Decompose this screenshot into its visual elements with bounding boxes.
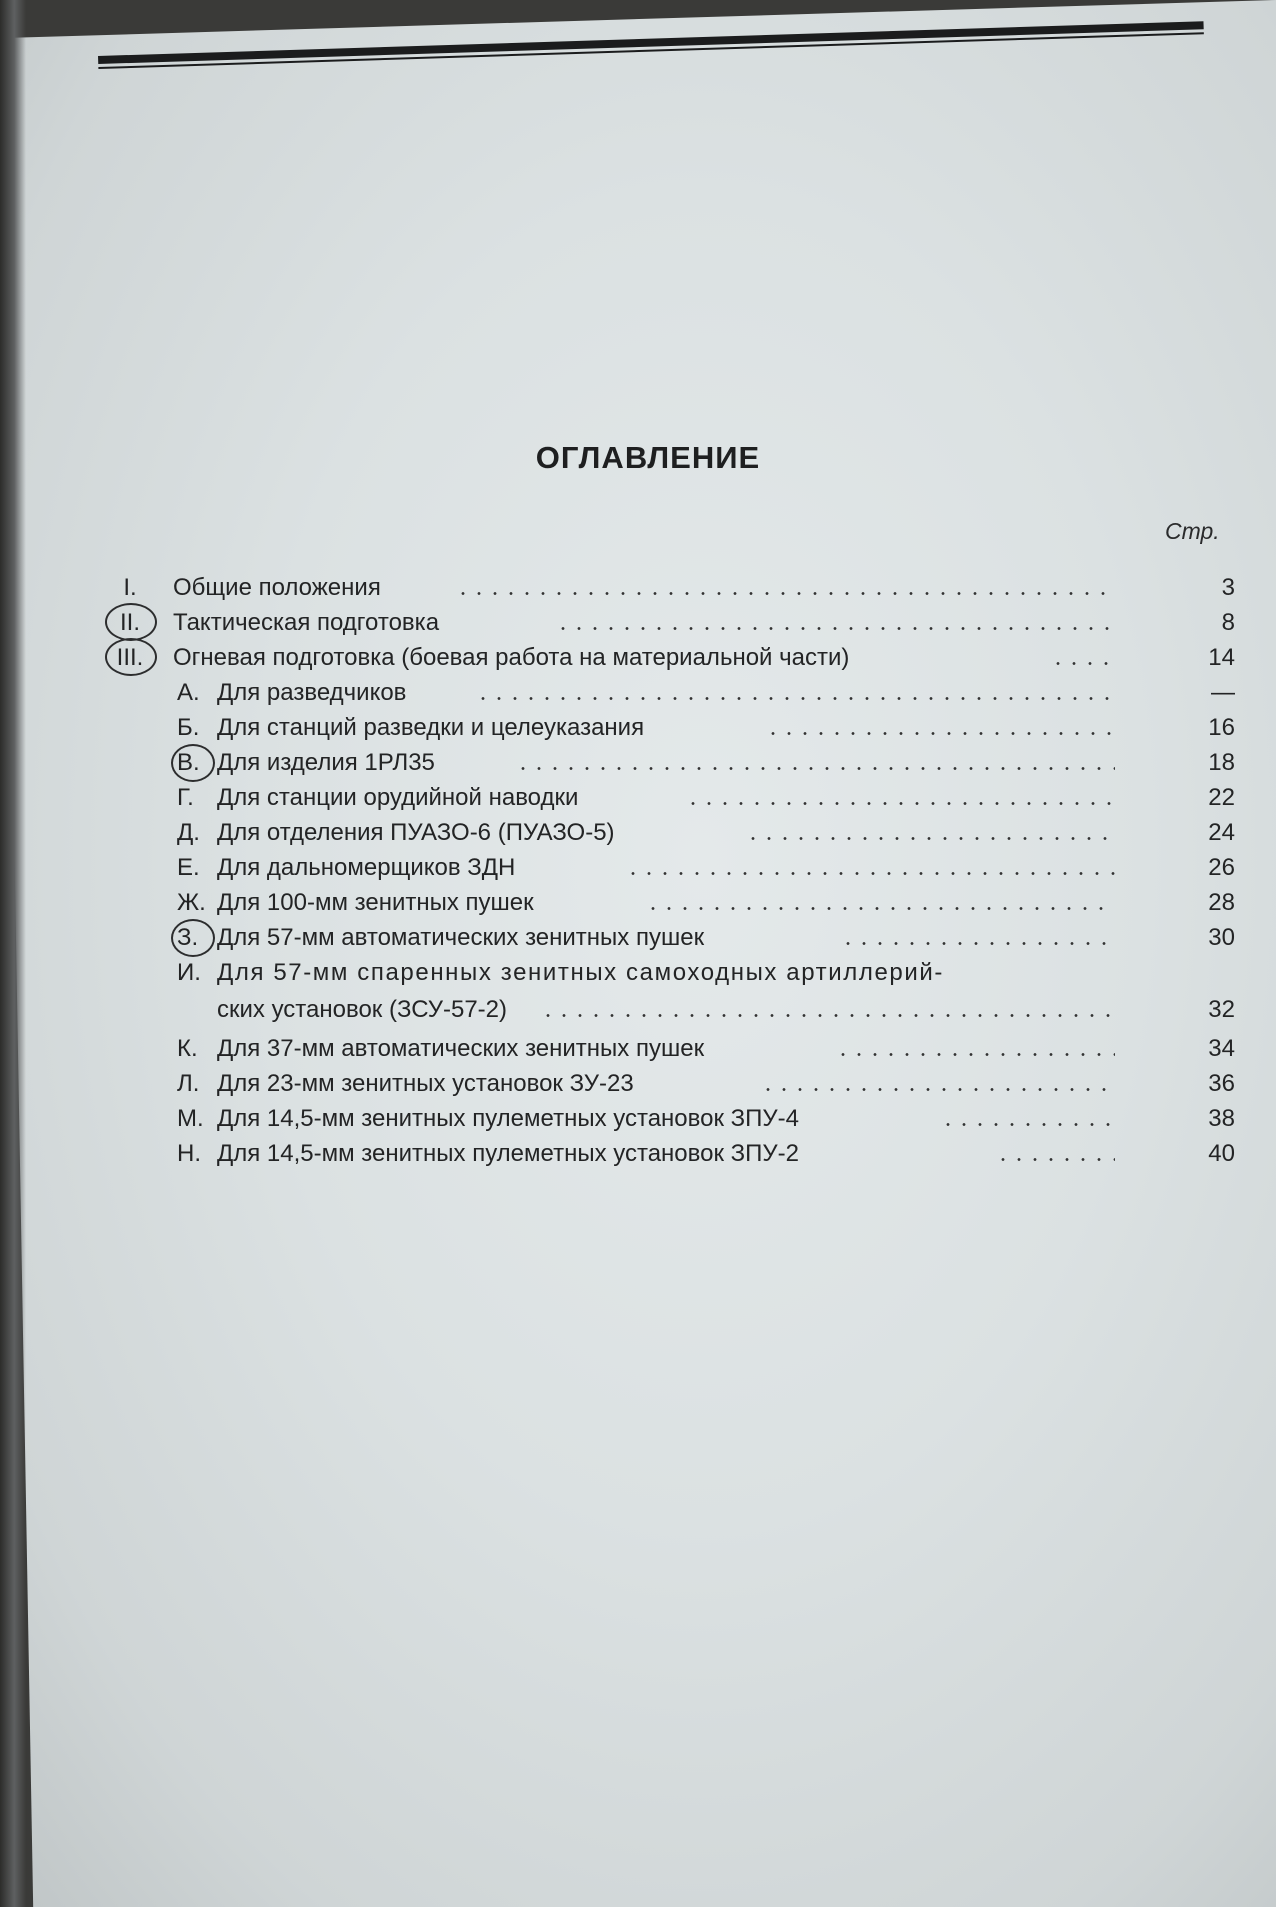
entry-page: 38 xyxy=(1208,1105,1235,1132)
subsection-letter: Е. xyxy=(177,854,200,881)
subsection-letter: Л. xyxy=(177,1070,200,1097)
dot-leader xyxy=(745,837,1115,840)
entry-label: Для изделия 1РЛ35 xyxy=(217,749,435,776)
entry-page: 22 xyxy=(1208,784,1235,811)
toc-entry xyxy=(95,1136,1235,1171)
dot-leader xyxy=(1050,662,1115,665)
subsection-letter: М. xyxy=(177,1105,204,1132)
subsection-letter: В. xyxy=(177,749,200,776)
entry-label: Для разведчиков xyxy=(217,679,407,706)
section-number: III. xyxy=(95,644,165,672)
entry-label: Для 57-мм автоматических зенитных пушек xyxy=(217,924,705,951)
section-number: I. xyxy=(123,574,137,601)
toc-entry xyxy=(95,885,1235,920)
entry-page: 24 xyxy=(1208,819,1235,846)
dot-leader xyxy=(840,942,1115,945)
toc-entry xyxy=(95,605,1235,640)
subsection-letter: Ж. xyxy=(177,889,206,916)
entry-page: 40 xyxy=(1208,1140,1235,1167)
dot-leader xyxy=(765,732,1115,735)
entry-label: Для 14,5-мм зенитных пулеметных установок ЗПУ-2 xyxy=(217,1140,799,1167)
entry-label: Для дальномерщиков ЗДН xyxy=(217,854,516,881)
entry-page: 36 xyxy=(1208,1070,1235,1097)
dot-leader xyxy=(995,1158,1115,1161)
dot-leader xyxy=(760,1088,1115,1091)
dot-leader xyxy=(455,592,1115,595)
toc-entry xyxy=(95,710,1235,745)
entry-page: 8 xyxy=(1221,609,1235,636)
toc-entry xyxy=(95,1101,1235,1136)
subsection-letter: Б. xyxy=(177,714,200,741)
dot-leader xyxy=(555,627,1115,630)
dot-leader xyxy=(540,1014,1115,1017)
toc-entry xyxy=(95,815,1235,850)
subsection-letter: Д. xyxy=(177,819,200,846)
table-of-contents xyxy=(95,570,1235,1171)
entry-label: Общие положения xyxy=(173,574,381,601)
entry-page: 32 xyxy=(1208,996,1235,1023)
page-title: ОГЛАВЛЕНИЕ xyxy=(535,440,761,475)
entry-label: Тактическая подготовка xyxy=(173,609,440,636)
page-spine-shadow xyxy=(0,0,26,1907)
entry-label: Для 14,5-мм зенитных пулеметных установок ЗПУ-4 xyxy=(217,1105,799,1132)
entry-page: 3 xyxy=(1221,574,1235,601)
entry-label: Огневая подготовка (боевая работа на материальной части) xyxy=(173,644,850,671)
subsection-letter: И. xyxy=(177,959,201,986)
dot-leader xyxy=(625,872,1115,875)
dot-leader xyxy=(940,1123,1115,1126)
subsection-letter: Н. xyxy=(177,1140,201,1167)
entry-page: 16 xyxy=(1208,714,1235,741)
toc-entry xyxy=(95,955,1235,1031)
toc-entry xyxy=(95,780,1235,815)
subsection-letter: А. xyxy=(177,679,200,706)
section-number: II. xyxy=(95,609,165,637)
entry-page: 18 xyxy=(1208,749,1235,776)
dot-leader xyxy=(685,802,1115,805)
page-column-header: Стр. xyxy=(1165,518,1220,544)
dot-leader xyxy=(835,1053,1115,1056)
entry-label: Для отделения ПУАЗО-6 (ПУАЗО-5) xyxy=(217,819,615,846)
toc-entry xyxy=(95,920,1235,955)
toc-entry xyxy=(95,745,1235,780)
entry-page: 34 xyxy=(1208,1035,1235,1062)
entry-label: Для 23-мм зенитных установок ЗУ-23 xyxy=(217,1070,634,1097)
entry-label: Для 57-мм спаренных зенитных самоходных артиллерий- xyxy=(217,959,944,986)
dot-leader xyxy=(645,907,1115,910)
dot-leader xyxy=(515,767,1115,770)
entry-label: Для 100-мм зенитных пушек xyxy=(217,889,534,916)
entry-page: 30 xyxy=(1208,924,1235,951)
subsection-letter: К. xyxy=(177,1035,198,1062)
entry-label: Для станций разведки и целеуказания xyxy=(217,714,645,741)
entry-label-continuation: ских установок (ЗСУ-57-2) xyxy=(217,996,507,1023)
toc-entry xyxy=(95,1031,1235,1066)
toc-entry xyxy=(95,675,1235,710)
toc-entry xyxy=(95,640,1235,675)
subsection-letter: З. xyxy=(177,924,199,951)
toc-entry xyxy=(95,850,1235,885)
dot-leader xyxy=(475,697,1115,700)
entry-page: 14 xyxy=(1208,644,1235,671)
entry-label: Для станции орудийной наводки xyxy=(217,784,579,811)
entry-label: Для 37-мм автоматических зенитных пушек xyxy=(217,1035,705,1062)
entry-page: — xyxy=(1211,679,1235,706)
toc-entry xyxy=(95,570,1235,605)
subsection-letter: Г. xyxy=(177,784,194,811)
toc-entry xyxy=(95,1066,1235,1101)
entry-page: 26 xyxy=(1208,854,1235,881)
entry-page: 28 xyxy=(1208,889,1235,916)
